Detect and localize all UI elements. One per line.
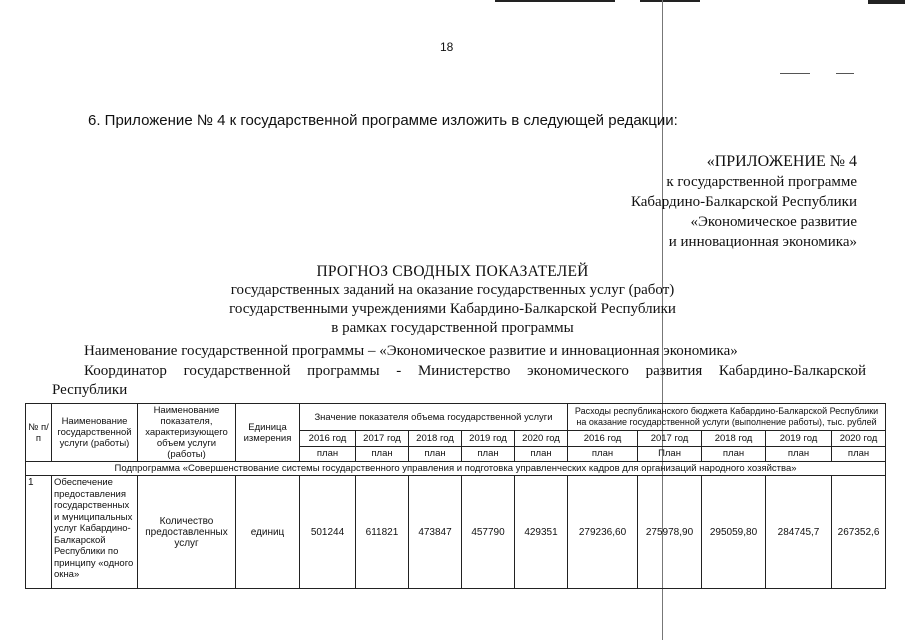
volume-value: 457790 [462,476,515,589]
volume-year: 2019 год [462,431,515,446]
subprogram-title: Подпрограмма «Совершенствование системы государственного управления и подготовка управленческих кадров для организаций народного хозяйства» [26,462,886,476]
expense-plan: план [832,446,886,461]
volume-plan: план [462,446,515,461]
expense-year: 2020 год [832,431,886,446]
service-name: Обеспечение предоставления государственных и муниципальных услуг Кабардино-Балкарской Республики по принципу «одного окна» [52,476,138,589]
scan-artifact-dash [836,73,854,74]
title-line: государственных заданий на оказание государственных услуг (работ) [230,282,675,298]
expense-group-header: Расходы республиканского бюджета Кабардино-Балкарской Республики на оказание государственной услуги (выполнение работы), тыс. рублей [568,404,886,431]
expense-value: 279236,60 [568,476,638,589]
expense-year: 2018 год [702,431,766,446]
title-line: государственными учреждениями Кабардино-Балкарской Республики [229,301,676,317]
annex-line: «ПРИЛОЖЕНИЕ № 4 [706,153,857,170]
coordinator: Координатор государственной программы - Министерство экономического развития Кабардино-Балкарской [84,363,866,379]
volume-plan: план [356,446,409,461]
subprogram-row [26,462,886,476]
annex-line: Кабардино-Балкарской Республики [630,194,857,210]
scan-artifact-line [495,0,615,2]
expense-value: 275978,90 [638,476,702,589]
scan-artifact-dash [780,73,810,74]
title-line: в рамках государственной программы [331,320,574,336]
volume-year: 2018 год [409,431,462,446]
title-main: ПРОГНОЗ СВОДНЫХ ПОКАЗАТЕЛЕЙ [316,263,589,280]
volume-value: 473847 [409,476,462,589]
header-row [26,404,886,431]
row-number: 1 [26,476,52,589]
scan-artifact-line [640,0,700,2]
expense-plan: План [638,446,702,461]
document-title [0,262,905,338]
col-indicator-header: Наименование показателя, характеризующего объем услуги (работы) [138,404,236,462]
intro-paragraph: 6. Приложение № 4 к государственной программе изложить в следующей редакции: [88,112,678,129]
volume-plan: план [300,446,356,461]
scan-artifact-line [868,0,905,4]
unit-value: единиц [236,476,300,589]
indicator-name: Количество предоставленных услуг [138,476,236,589]
annex-line: к государственной программе [666,174,857,190]
expense-value: 267352,6 [832,476,886,589]
expense-year: 2019 год [766,431,832,446]
page-number: 18 [440,40,454,54]
volume-value: 611821 [356,476,409,589]
volume-group-header: Значение показателя объема государственной услуги [300,404,568,431]
expense-plan: план [766,446,832,461]
volume-year: 2020 год [515,431,568,446]
expense-value: 284745,7 [766,476,832,589]
volume-year: 2016 год [300,431,356,446]
table-row [26,476,886,589]
expense-year: 2016 год [568,431,638,446]
expense-value: 295059,80 [702,476,766,589]
coordinator-continuation: Республики [52,382,128,398]
expense-plan: план [702,446,766,461]
program-name: Наименование государственной программы – «Экономическое развитие и инновационная экономика» [84,343,738,359]
annex-line: «Экономическое развитие [690,214,857,230]
volume-year: 2017 год [356,431,409,446]
col-num-header: № п/п [26,404,52,462]
volume-plan: план [515,446,568,461]
expense-year: 2017 год [638,431,702,446]
col-service-header: Наименование государственной услуги (работы) [52,404,138,462]
col-unit-header: Единица измерения [236,404,300,462]
annex-line: и инновационная экономика» [668,234,857,250]
indicators-table [25,403,886,589]
volume-value: 429351 [515,476,568,589]
volume-plan: план [409,446,462,461]
volume-value: 501244 [300,476,356,589]
expense-plan: план [568,446,638,461]
annex-heading [497,152,857,252]
